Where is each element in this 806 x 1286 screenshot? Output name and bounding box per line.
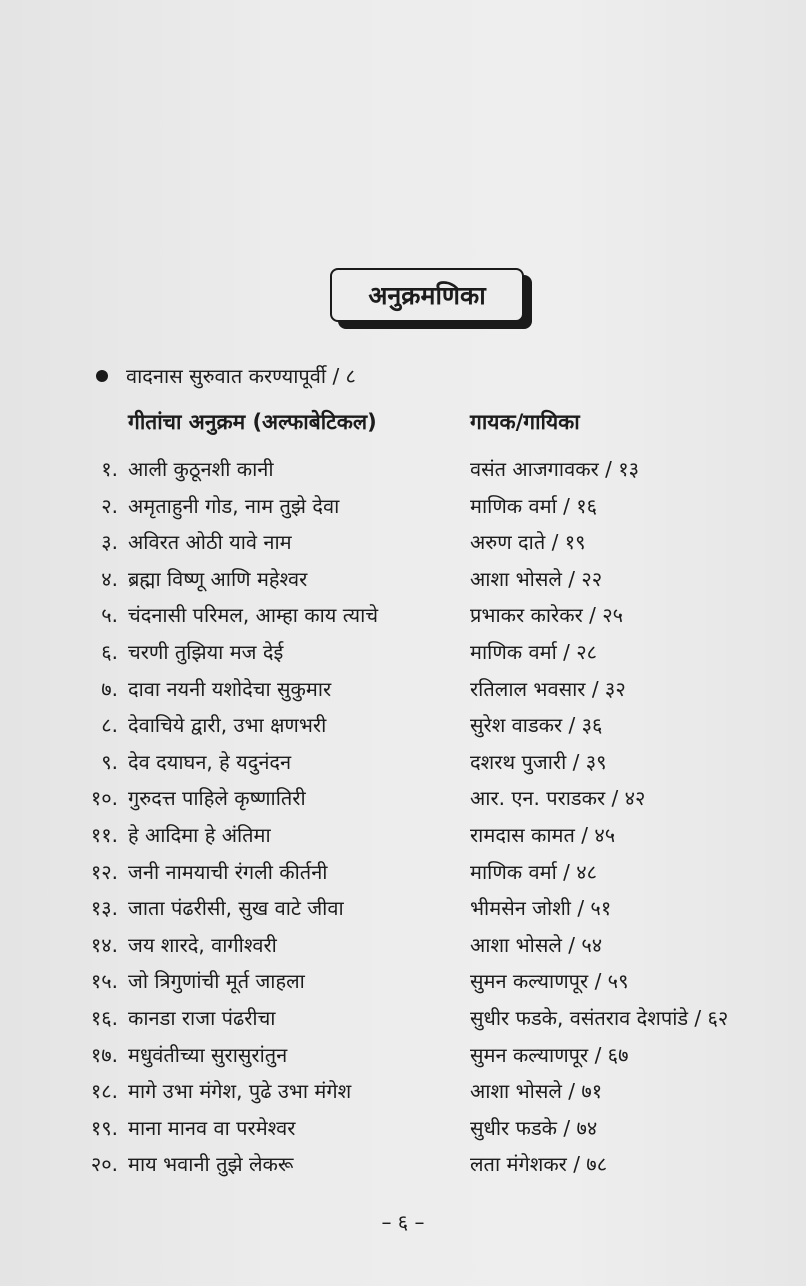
entry-song-title: चंदनासी परिमल, आम्हा काय त्याचे [128, 603, 379, 628]
songs-header: गीतांचा अनुक्रम (अल्फाबेटिकल) [128, 410, 377, 434]
entry-number: २. [101, 493, 118, 518]
entry-song-title: दावा नयनी यशोदेचा सुकुमार [128, 676, 332, 701]
entry-number: १७. [90, 1042, 118, 1067]
page-title: अनुक्रमणिका [330, 268, 524, 322]
index-entry [0, 782, 806, 819]
entry-number: १२. [90, 859, 118, 884]
index-entry [0, 490, 806, 527]
entry-number: १३. [90, 896, 118, 921]
index-list [0, 453, 806, 1185]
index-entry [0, 1148, 806, 1185]
entry-song-title: गुरुदत्त पाहिले कृष्णातिरी [128, 786, 306, 811]
entry-singer-page: सुधीर फडके, वसंतराव देशपांडे / ६२ [470, 1005, 729, 1030]
entry-song-title: मागे उभा मंगेश, पुढे उभा मंगेश [128, 1079, 352, 1104]
entry-number: १९. [90, 1115, 118, 1140]
entry-singer-page: लता मंगेशकर / ७८ [470, 1152, 608, 1177]
entry-singer-page: माणिक वर्मा / २८ [470, 639, 598, 664]
entry-singer-page: प्रभाकर कारेकर / २५ [470, 603, 624, 628]
entry-song-title: देव दयाघन, हे यदुनंदन [128, 749, 292, 774]
entry-singer-page: रतिलाल भवसार / ३२ [470, 676, 626, 701]
entry-number: ११. [90, 822, 118, 847]
entry-singer-page: सुरेश वाडकर / ३६ [470, 713, 603, 738]
entry-singer-page: दशरथ पुजारी / ३९ [470, 749, 607, 774]
entry-song-title: ब्रह्मा विष्णू आणि महेश्वर [128, 566, 308, 591]
entry-song-title: आली कुठूनशी कानी [128, 457, 274, 481]
entry-singer-page: आर. एन. पराडकर / ४२ [470, 786, 646, 811]
entry-singer-page: अरुण दाते / १९ [470, 530, 586, 555]
entry-number: १४. [90, 932, 118, 957]
entry-number: ६. [101, 639, 118, 664]
index-entry [0, 929, 806, 966]
index-entry [0, 636, 806, 673]
index-entry [0, 1112, 806, 1149]
entry-number: ४. [101, 566, 118, 591]
entry-number: ९. [101, 749, 118, 774]
entry-singer-page: सुधीर फडके / ७४ [470, 1115, 598, 1140]
entry-song-title: चरणी तुझिया मज देई [128, 639, 284, 664]
index-entry [0, 709, 806, 746]
entry-number: १५. [90, 969, 118, 994]
page-number: – ६ – [381, 1210, 425, 1234]
entry-song-title: जनी नामयाची रंगली कीर्तनी [128, 859, 328, 884]
index-entry [0, 599, 806, 636]
entry-number: १६. [90, 1005, 118, 1030]
entry-singer-page: आशा भोसले / ५४ [470, 932, 603, 957]
entry-song-title: देवाचिये द्वारी, उभा क्षणभरी [128, 713, 327, 738]
entry-number: ३. [101, 530, 118, 555]
entry-singer-page: वसंत आजगावकर / १३ [470, 457, 640, 481]
intro-text: वादनास सुरुवात करण्यापूर्वी / ८ [126, 364, 356, 388]
entry-number: ८. [101, 713, 118, 738]
index-entry [0, 526, 806, 563]
entry-singer-page: सुमन कल्याणपूर / ५९ [470, 969, 629, 994]
entry-song-title: अमृताहुनी गोड, नाम तुझे देवा [128, 493, 340, 518]
entry-singer-page: सुमन कल्याणपूर / ६७ [470, 1042, 629, 1067]
index-entry [0, 1002, 806, 1039]
entry-singer-page: आशा भोसले / २२ [470, 566, 603, 591]
index-entry [0, 1075, 806, 1112]
entry-song-title: हे आदिमा हे अंतिमा [128, 822, 271, 847]
entry-singer-page: माणिक वर्मा / १६ [470, 493, 598, 518]
entry-singer-page: रामदास कामत / ४५ [470, 822, 616, 847]
index-entry [0, 563, 806, 600]
entry-song-title: जाता पंढरीसी, सुख वाटे जीवा [128, 896, 344, 921]
entry-song-title: माय भवानी तुझे लेकरू [128, 1152, 294, 1177]
entry-singer-page: आशा भोसले / ७१ [470, 1079, 603, 1104]
entry-song-title: जो त्रिगुणांची मूर्त जाहला [128, 969, 305, 994]
singers-header: गायक/गायिका [470, 410, 580, 434]
entry-song-title: माना मानव वा परमेश्वर [128, 1115, 296, 1140]
entry-singer-page: भीमसेन जोशी / ५१ [470, 896, 612, 921]
index-entry [0, 856, 806, 893]
entry-song-title: मधुवंतीच्या सुरासुरांतुन [128, 1042, 288, 1067]
index-entry [0, 819, 806, 856]
index-entry [0, 453, 806, 490]
intro-line [96, 362, 356, 389]
index-entry [0, 746, 806, 783]
entry-song-title: अविरत ओठी यावे नाम [128, 530, 292, 555]
entry-number: १०. [90, 786, 118, 811]
index-entry [0, 1039, 806, 1076]
entry-singer-page: माणिक वर्मा / ४८ [470, 859, 598, 884]
entry-number: २०. [90, 1152, 118, 1177]
index-entry [0, 965, 806, 1002]
entry-number: १८. [90, 1079, 118, 1104]
bullet-icon [96, 370, 108, 382]
entry-number: १. [101, 457, 118, 481]
entry-number: ७. [101, 676, 118, 701]
index-entry [0, 673, 806, 710]
entry-song-title: जय शारदे, वागीश्वरी [128, 932, 277, 957]
index-entry [0, 892, 806, 929]
entry-number: ५. [101, 603, 118, 628]
entry-song-title: कानडा राजा पंढरीचा [128, 1005, 276, 1030]
